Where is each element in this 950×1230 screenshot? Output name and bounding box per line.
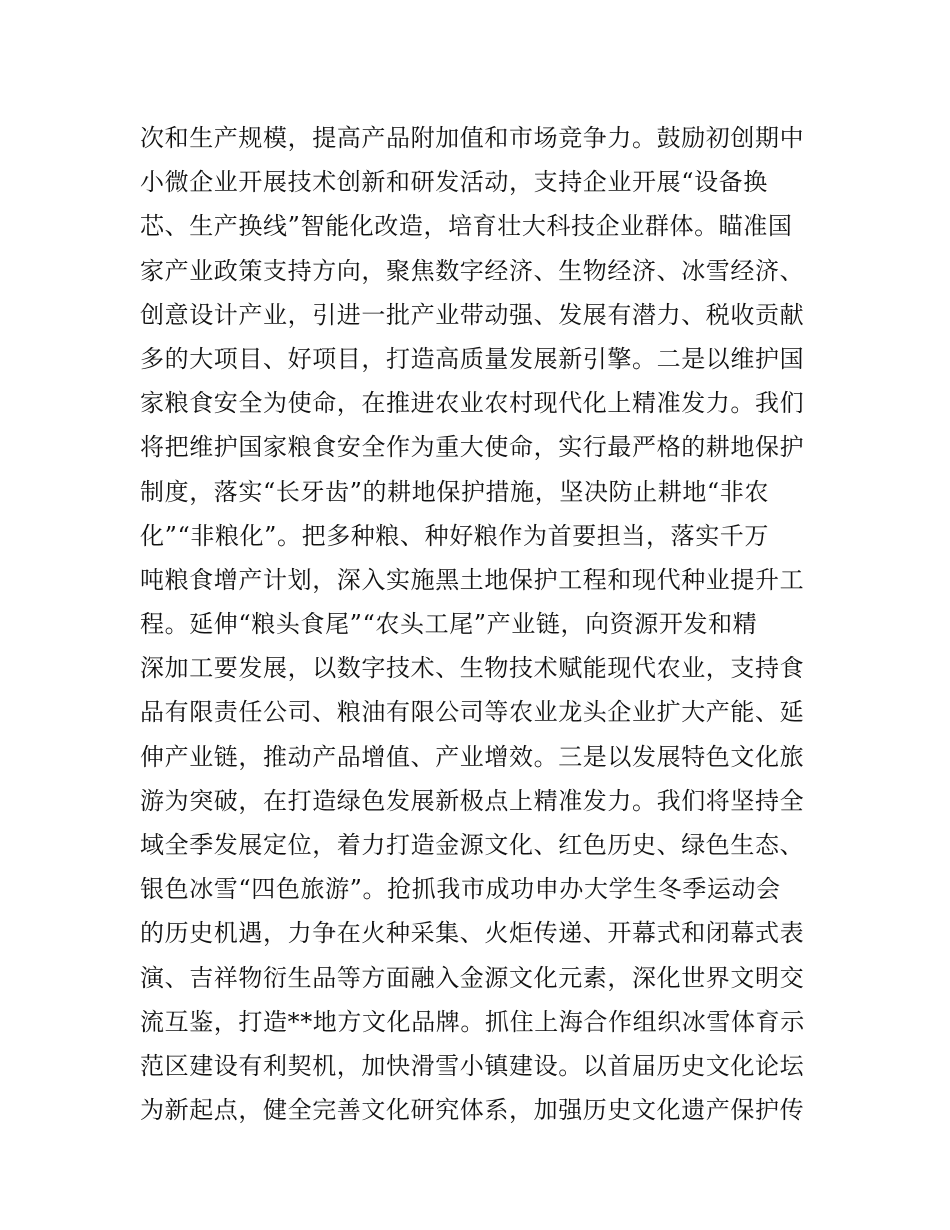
text-line: 程。延伸“粮头食尾”“农头工尾”产业链，向资源开发和精	[140, 610, 758, 639]
text-line: 将把维护国家粮食安全作为重大使命，实行最严格的耕地保护	[140, 433, 805, 462]
text-line: 的历史机遇，力争在火种采集、火炬传递、开幕式和闭幕式表	[140, 919, 805, 948]
text-line: 范区建设有利契机，加快滑雪小镇建设。以首届历史文化论坛	[140, 1051, 805, 1080]
text-line: 家粮食安全为使命，在推进农业农村现代化上精准发力。我们	[140, 389, 805, 418]
text-line: 银色冰雪“四色旅游”。抢抓我市成功申办大学生冬季运动会	[140, 875, 781, 904]
text-line: 演、吉祥物衍生品等方面融入金源文化元素，深化世界文明交	[140, 963, 805, 992]
text-line: 游为突破，在打造绿色发展新极点上精准发力。我们将坚持全	[140, 786, 805, 815]
text-line: 品有限责任公司、粮油有限公司等农业龙头企业扩大产能、延	[140, 698, 805, 727]
text-line: 小微企业开展技术创新和研发活动，支持企业开展“设备换	[140, 168, 768, 197]
text-line: 化”“非粮化”。把多种粮、种好粮作为首要担当，落实千万	[140, 521, 770, 550]
text-line: 流互鉴，打造**地方文化品牌。抓住上海合作组织冰雪体育示	[140, 1007, 805, 1036]
text-line: 次和生产规模，提高产品附加值和市场竞争力。鼓励初创期中	[140, 124, 805, 152]
text-line: 吨粮食增产计划，深入实施黑土地保护工程和现代种业提升工	[140, 565, 805, 594]
text-line: 制度，落实“长牙齿”的耕地保护措施，坚决防止耕地“非农	[140, 477, 770, 506]
text-line: 深加工要发展，以数字技术、生物技术赋能现代农业，支持食	[140, 654, 805, 683]
text-line: 伸产业链，推动产品增值、产业增效。三是以发展特色文化旅	[140, 742, 805, 771]
body-text	[140, 116, 820, 1132]
text-line: 多的大项目、好项目，打造高质量发展新引擎。二是以维护国	[140, 344, 805, 373]
text-line: 为新起点，健全完善文化研究体系，加强历史文化遗产保护传	[140, 1096, 805, 1125]
text-line: 家产业政策支持方向，聚焦数字经济、生物经济、冰雪经济、	[140, 256, 805, 285]
text-line: 域全季发展定位，着力打造金源文化、红色历史、绿色生态、	[140, 831, 805, 859]
text-line: 芯、生产换线”智能化改造，培育壮大科技企业群体。瞄准国	[140, 212, 793, 241]
text-line: 创意设计产业，引进一批产业带动强、发展有潜力、税收贡献	[140, 300, 805, 329]
